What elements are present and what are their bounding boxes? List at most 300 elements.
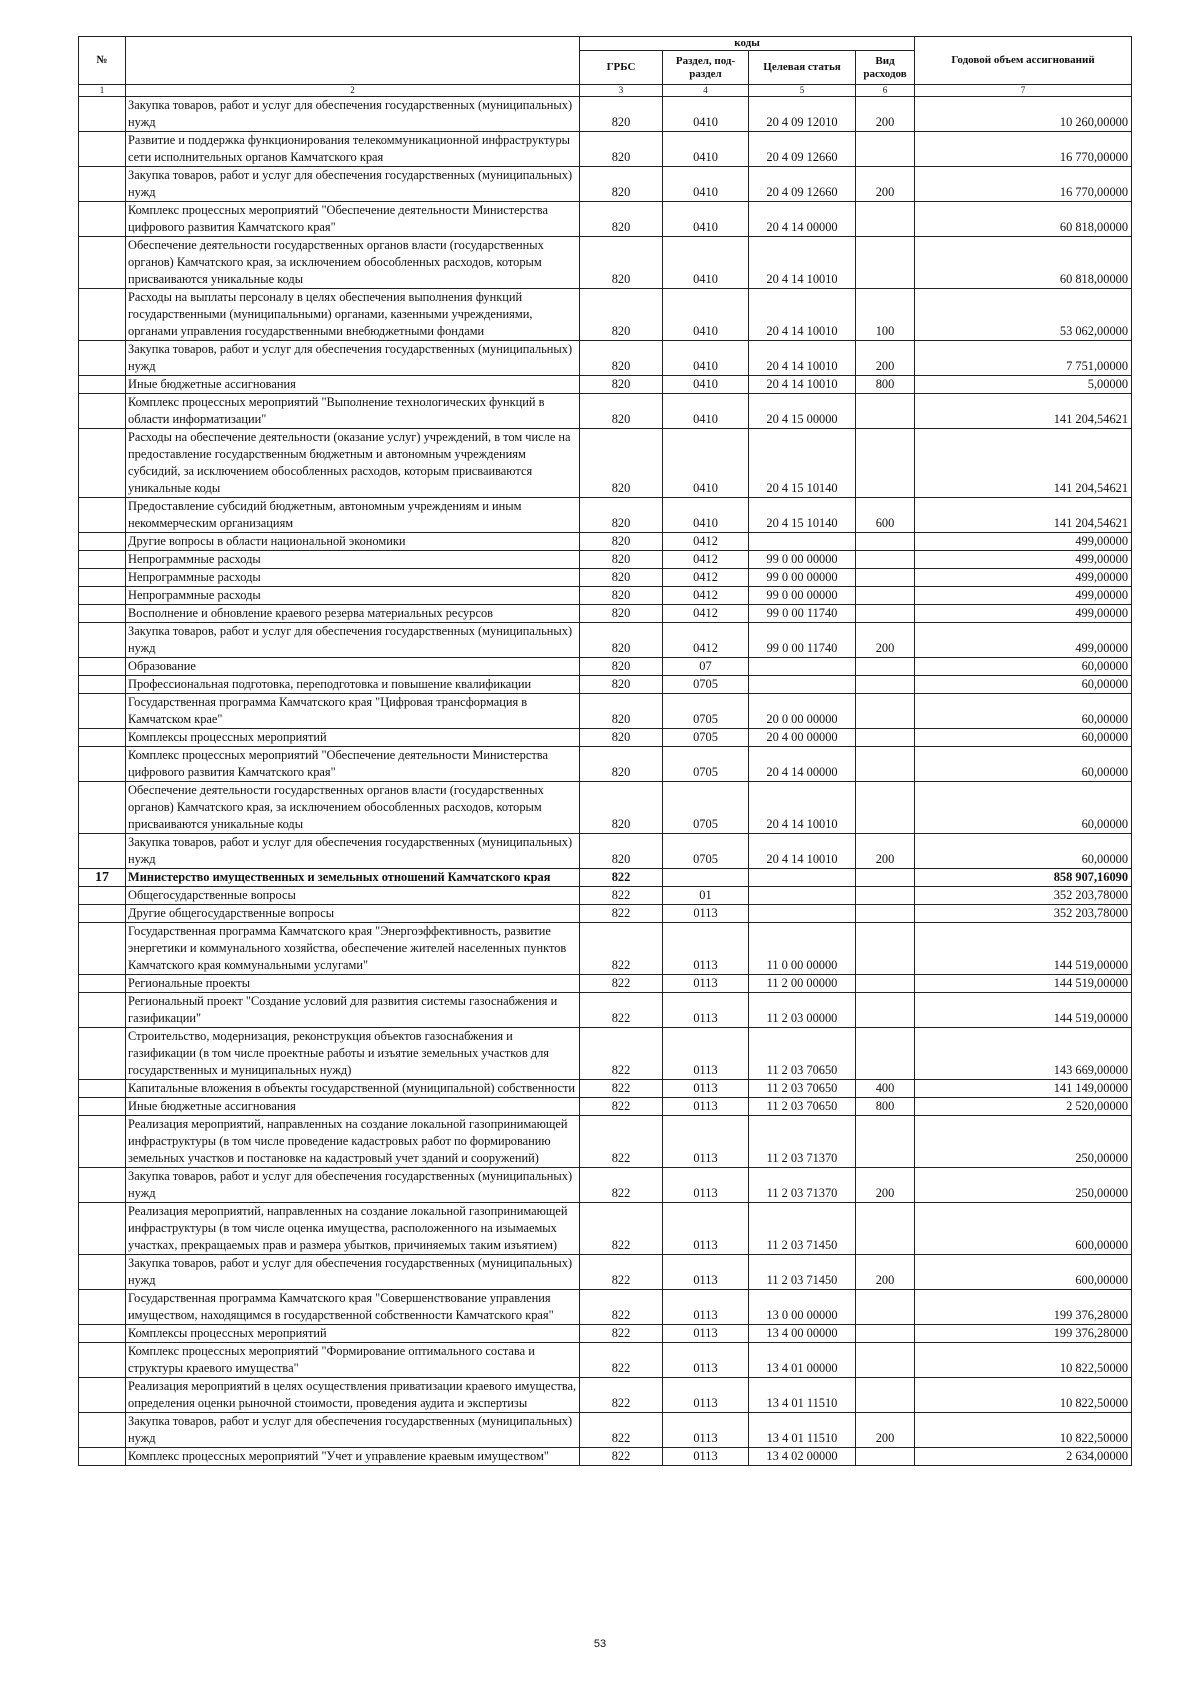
row-section: 0410 [663,237,749,289]
row-section: 0113 [663,1028,749,1080]
row-amount: 352 203,78000 [915,905,1132,923]
row-section: 0113 [663,1116,749,1168]
row-target [749,869,856,887]
row-section: 0412 [663,587,749,605]
table-row [79,551,1132,569]
row-section: 0113 [663,905,749,923]
row-name: Государственная программа Камчатского края "Совершенствование управления имуществом, находящимся в государственной собственности Камчатского края" [126,1290,580,1325]
row-amount: 60 818,00000 [915,202,1132,237]
row-target: 11 2 03 70650 [749,1028,856,1080]
row-section: 0412 [663,551,749,569]
row-number [79,676,126,694]
row-kind [856,975,915,993]
row-grbs: 820 [580,623,663,658]
row-grbs: 820 [580,202,663,237]
row-section: 0410 [663,97,749,132]
row-section: 0705 [663,782,749,834]
row-amount: 250,00000 [915,1168,1132,1203]
row-target [749,676,856,694]
table-header [79,37,1132,97]
row-number [79,1116,126,1168]
table-row [79,658,1132,676]
row-name: Непрограммные расходы [126,587,580,605]
row-name: Закупка товаров, работ и услуг для обеспечения государственных (муниципальных) нужд [126,623,580,658]
row-grbs: 820 [580,834,663,869]
row-grbs: 820 [580,658,663,676]
row-amount: 60,00000 [915,729,1132,747]
row-grbs: 822 [580,869,663,887]
col-num: 7 [915,85,1132,97]
row-number [79,1168,126,1203]
row-grbs: 820 [580,97,663,132]
row-target: 11 2 03 71370 [749,1116,856,1168]
row-number [79,1203,126,1255]
row-grbs: 820 [580,729,663,747]
row-grbs: 820 [580,394,663,429]
row-target: 20 4 15 00000 [749,394,856,429]
table-row [79,834,1132,869]
row-amount: 2 520,00000 [915,1098,1132,1116]
row-kind [856,993,915,1028]
table-body [79,97,1132,1466]
row-grbs: 822 [580,1343,663,1378]
row-kind: 200 [856,1255,915,1290]
row-section: 0113 [663,1203,749,1255]
row-target: 13 0 00 00000 [749,1290,856,1325]
row-section: 0113 [663,1290,749,1325]
row-target: 20 4 14 10010 [749,376,856,394]
row-amount: 60,00000 [915,676,1132,694]
row-target: 99 0 00 11740 [749,605,856,623]
row-name: Реализация мероприятий, направленных на создание локальной газопринимающей инфраструктуры (в том числе оценка имущества, расположенного на изымаемых участках, прекращаемых прав и размера убытков, причиняемых таким изъятием) [126,1203,580,1255]
row-grbs: 822 [580,1413,663,1448]
row-number [79,341,126,376]
row-number: 17 [79,869,126,887]
row-section: 0113 [663,1378,749,1413]
row-number [79,167,126,202]
row-number [79,498,126,533]
row-number [79,1448,126,1466]
row-section: 0410 [663,341,749,376]
row-target [749,905,856,923]
row-target: 20 4 14 00000 [749,747,856,782]
row-grbs: 820 [580,747,663,782]
col-num: 5 [749,85,856,97]
row-name: Комплексы процессных мероприятий [126,1325,580,1343]
row-target: 99 0 00 00000 [749,587,856,605]
row-amount: 60,00000 [915,747,1132,782]
table-row [79,923,1132,975]
row-section: 0705 [663,834,749,869]
row-amount: 10 822,50000 [915,1413,1132,1448]
row-name: Комплекс процессных мероприятий "Формирование оптимального состава и структуры краевого имущества" [126,1343,580,1378]
row-amount: 600,00000 [915,1203,1132,1255]
row-name: Закупка товаров, работ и услуг для обеспечения государственных (муниципальных) нужд [126,167,580,202]
row-name: Реализация мероприятий, направленных на создание локальной газопринимающей инфраструктуры (в том числе проведение кадастровых работ по формированию земельных участков и постановке на кадастровый учет зданий и сооружений) [126,1116,580,1168]
row-section: 0705 [663,694,749,729]
row-number [79,1098,126,1116]
row-kind [856,1028,915,1080]
row-section: 0412 [663,623,749,658]
row-number [79,729,126,747]
table-row [79,1098,1132,1116]
row-target: 11 2 03 70650 [749,1080,856,1098]
row-grbs: 820 [580,694,663,729]
row-kind [856,202,915,237]
row-grbs: 822 [580,1098,663,1116]
row-name: Общегосударственные вопросы [126,887,580,905]
row-kind: 600 [856,498,915,533]
row-grbs: 820 [580,569,663,587]
row-name: Иные бюджетные ассигнования [126,376,580,394]
table-row [79,533,1132,551]
row-section: 0410 [663,498,749,533]
table-row [79,1028,1132,1080]
row-kind: 200 [856,97,915,132]
table-row [79,1080,1132,1098]
budget-table [78,36,1132,1466]
row-name: Закупка товаров, работ и услуг для обеспечения государственных (муниципальных) нужд [126,1168,580,1203]
row-section: 0705 [663,729,749,747]
column-numbers-row [79,85,1132,97]
table-row [79,202,1132,237]
row-kind [856,605,915,623]
table-row [79,729,1132,747]
row-name: Другие общегосударственные вопросы [126,905,580,923]
row-amount: 144 519,00000 [915,975,1132,993]
row-number [79,747,126,782]
table-row [79,993,1132,1028]
row-grbs: 822 [580,1116,663,1168]
col-num: 1 [79,85,126,97]
row-target: 20 4 14 10010 [749,289,856,341]
row-kind [856,729,915,747]
row-section: 0705 [663,747,749,782]
row-kind: 200 [856,167,915,202]
row-kind [856,676,915,694]
row-target: 20 4 14 10010 [749,237,856,289]
row-section: 0113 [663,1325,749,1343]
row-name: Закупка товаров, работ и услуг для обеспечения государственных (муниципальных) нужд [126,341,580,376]
row-name: Реализация мероприятий в целях осуществления приватизации краевого имущества, определения оценки рыночной стоимости, проведения аудита и экспертизы [126,1378,580,1413]
row-amount: 7 751,00000 [915,341,1132,376]
row-target: 11 2 03 71370 [749,1168,856,1203]
row-grbs: 822 [580,923,663,975]
table-row [79,887,1132,905]
row-target: 99 0 00 00000 [749,569,856,587]
row-number [79,1080,126,1098]
row-section [663,869,749,887]
row-name: Комплекс процессных мероприятий "Обеспечение деятельности Министерства цифрового развития Камчатского края" [126,747,580,782]
row-target: 20 4 15 10140 [749,498,856,533]
row-amount: 60,00000 [915,694,1132,729]
header-name [126,37,580,85]
row-number [79,533,126,551]
row-kind [856,1325,915,1343]
row-section: 0113 [663,1098,749,1116]
row-grbs: 820 [580,167,663,202]
table-row [79,623,1132,658]
row-number [79,237,126,289]
row-target: 13 4 01 00000 [749,1343,856,1378]
table-row [79,289,1132,341]
row-name: Предоставление субсидий бюджетным, автономным учреждениям и иным некоммерческим организациям [126,498,580,533]
row-target: 11 2 03 00000 [749,993,856,1028]
row-name: Восполнение и обновление краевого резерва материальных ресурсов [126,605,580,623]
row-section: 0410 [663,376,749,394]
row-amount: 499,00000 [915,623,1132,658]
row-target: 20 4 14 10010 [749,834,856,869]
row-section: 0113 [663,1343,749,1378]
row-grbs: 822 [580,905,663,923]
row-number [79,1343,126,1378]
row-kind [856,869,915,887]
table-row [79,237,1132,289]
table-row [79,1448,1132,1466]
row-amount: 60 818,00000 [915,237,1132,289]
row-section: 0410 [663,167,749,202]
table-row [79,1116,1132,1168]
row-target: 20 4 00 00000 [749,729,856,747]
col-num: 2 [126,85,580,97]
row-number [79,1378,126,1413]
row-kind: 800 [856,1098,915,1116]
row-target: 11 0 00 00000 [749,923,856,975]
row-section: 0113 [663,1448,749,1466]
row-kind: 400 [856,1080,915,1098]
row-grbs: 822 [580,1290,663,1325]
row-section: 0113 [663,1413,749,1448]
budget-sheet [78,36,1131,1466]
row-grbs: 822 [580,1203,663,1255]
row-amount: 53 062,00000 [915,289,1132,341]
row-amount: 499,00000 [915,587,1132,605]
row-grbs: 820 [580,132,663,167]
row-section: 0412 [663,605,749,623]
row-number [79,569,126,587]
row-section: 0410 [663,132,749,167]
row-grbs: 820 [580,429,663,498]
row-kind [856,1343,915,1378]
row-kind [856,551,915,569]
row-name: Региональные проекты [126,975,580,993]
row-target: 20 4 14 10010 [749,782,856,834]
row-target: 11 2 03 70650 [749,1098,856,1116]
row-amount: 143 669,00000 [915,1028,1132,1080]
row-grbs: 822 [580,1378,663,1413]
row-kind [856,132,915,167]
table-row [79,569,1132,587]
header-amount: Годовой объем ассигнований [915,37,1132,85]
row-section: 01 [663,887,749,905]
row-target [749,658,856,676]
row-name: Расходы на обеспечение деятельности (оказание услуг) учреждений, в том числе на предоставление государственным бюджетным и автономным учреждениям субсидий, за исключением обособленных расходов, которым присваиваются уникальные коды [126,429,580,498]
row-number [79,834,126,869]
row-number [79,1255,126,1290]
row-amount: 60,00000 [915,834,1132,869]
row-name: Другие вопросы в области национальной экономики [126,533,580,551]
table-row [79,429,1132,498]
row-section: 07 [663,658,749,676]
row-number [79,97,126,132]
row-grbs: 820 [580,237,663,289]
header-kind: Вид расходов [856,51,915,85]
row-section: 0113 [663,923,749,975]
row-amount: 144 519,00000 [915,993,1132,1028]
row-grbs: 820 [580,289,663,341]
table-row [79,605,1132,623]
table-row [79,1325,1132,1343]
row-name: Непрограммные расходы [126,551,580,569]
table-row [79,1413,1132,1448]
row-grbs: 822 [580,1448,663,1466]
col-num: 4 [663,85,749,97]
row-name: Государственная программа Камчатского края "Энергоэффективность, развитие энергетики и коммунального хозяйства, обеспечение жителей населенных пунктов Камчатского края коммунальными услугами" [126,923,580,975]
row-target: 20 4 15 10140 [749,429,856,498]
row-kind [856,569,915,587]
row-target: 20 4 14 00000 [749,202,856,237]
table-row [79,341,1132,376]
row-section: 0410 [663,394,749,429]
header-no: № [79,37,126,85]
row-amount: 5,00000 [915,376,1132,394]
row-name: Комплекс процессных мероприятий "Учет и управление краевым имуществом" [126,1448,580,1466]
row-section: 0113 [663,993,749,1028]
row-kind [856,237,915,289]
row-kind: 200 [856,623,915,658]
row-number [79,1325,126,1343]
row-target: 99 0 00 00000 [749,551,856,569]
table-row [79,747,1132,782]
row-amount: 499,00000 [915,533,1132,551]
row-target: 11 2 03 71450 [749,1255,856,1290]
table-row [79,694,1132,729]
row-name: Закупка товаров, работ и услуг для обеспечения государственных (муниципальных) нужд [126,97,580,132]
header-codes: коды [580,37,915,51]
row-target: 11 2 00 00000 [749,975,856,993]
col-num: 3 [580,85,663,97]
row-section: 0113 [663,1168,749,1203]
row-kind [856,658,915,676]
row-section: 0705 [663,676,749,694]
row-number [79,394,126,429]
row-grbs: 820 [580,782,663,834]
row-name: Иные бюджетные ассигнования [126,1098,580,1116]
row-kind [856,587,915,605]
row-amount: 2 634,00000 [915,1448,1132,1466]
row-section: 0113 [663,975,749,993]
row-amount: 10 822,50000 [915,1378,1132,1413]
row-amount: 499,00000 [915,605,1132,623]
row-grbs: 820 [580,605,663,623]
table-row [79,1168,1132,1203]
row-kind [856,1448,915,1466]
row-number [79,1290,126,1325]
row-name: Комплекс процессных мероприятий "Обеспечение деятельности Министерства цифрового развития Камчатского края" [126,202,580,237]
row-grbs: 822 [580,975,663,993]
table-row [79,905,1132,923]
row-number [79,1413,126,1448]
row-name: Капитальные вложения в объекты государственной (муниципальной) собственности [126,1080,580,1098]
row-grbs: 822 [580,1325,663,1343]
row-number [79,551,126,569]
row-target: 20 4 09 12660 [749,132,856,167]
row-section: 0412 [663,569,749,587]
row-grbs: 822 [580,1080,663,1098]
table-row [79,782,1132,834]
table-row [79,975,1132,993]
row-target: 11 2 03 71450 [749,1203,856,1255]
row-amount: 499,00000 [915,551,1132,569]
row-kind [856,1378,915,1413]
row-name: Комплексы процессных мероприятий [126,729,580,747]
row-number [79,623,126,658]
row-kind [856,782,915,834]
row-target: 20 0 00 00000 [749,694,856,729]
page-number: 53 [593,1638,607,1650]
row-number [79,782,126,834]
row-name: Закупка товаров, работ и услуг для обеспечения государственных (муниципальных) нужд [126,1413,580,1448]
row-grbs: 820 [580,676,663,694]
row-amount: 141 204,54621 [915,394,1132,429]
row-kind: 200 [856,834,915,869]
row-name: Закупка товаров, работ и услуг для обеспечения государственных (муниципальных) нужд [126,834,580,869]
row-number [79,289,126,341]
table-row [79,498,1132,533]
header-grbs: ГРБС [580,51,663,85]
row-grbs: 822 [580,1028,663,1080]
row-grbs: 822 [580,1168,663,1203]
row-kind [856,694,915,729]
row-kind: 100 [856,289,915,341]
row-amount: 499,00000 [915,569,1132,587]
table-row [79,676,1132,694]
row-name: Государственная программа Камчатского края "Цифровая трансформация в Камчатском крае" [126,694,580,729]
row-amount: 141 204,54621 [915,429,1132,498]
row-target: 13 4 01 11510 [749,1378,856,1413]
row-name: Непрограммные расходы [126,569,580,587]
row-name: Профессиональная подготовка, переподготовка и повышение квалификации [126,676,580,694]
row-number [79,923,126,975]
row-amount: 141 204,54621 [915,498,1132,533]
row-section: 0410 [663,202,749,237]
table-row [79,394,1132,429]
row-amount: 141 149,00000 [915,1080,1132,1098]
header-section: Раздел, под-раздел [663,51,749,85]
row-name: Министерство имущественных и земельных отношений Камчатского края [126,869,580,887]
row-number [79,694,126,729]
row-number [79,587,126,605]
row-amount: 199 376,28000 [915,1290,1132,1325]
row-section: 0113 [663,1255,749,1290]
row-kind [856,533,915,551]
row-name: Образование [126,658,580,676]
row-grbs: 820 [580,498,663,533]
row-target [749,533,856,551]
row-section: 0412 [663,533,749,551]
row-number [79,429,126,498]
row-grbs: 822 [580,1255,663,1290]
row-grbs: 820 [580,587,663,605]
table-row [79,1203,1132,1255]
table-row [79,167,1132,202]
row-number [79,905,126,923]
row-kind: 200 [856,1168,915,1203]
col-num: 6 [856,85,915,97]
row-number [79,887,126,905]
row-target: 99 0 00 11740 [749,623,856,658]
table-row [79,97,1132,132]
